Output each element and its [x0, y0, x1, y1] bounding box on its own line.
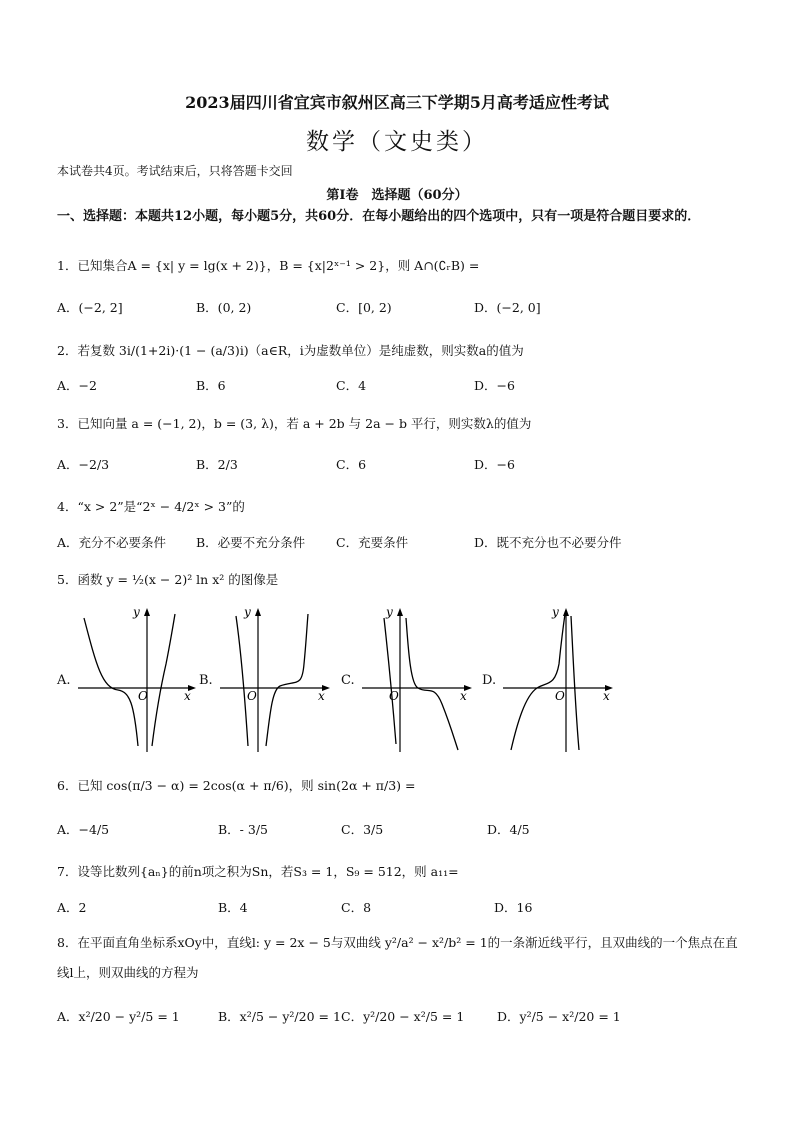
q3-option-a[interactable]: A．−2/3: [57, 457, 110, 472]
exam-subtitle: 数学（文史类）: [306, 129, 488, 155]
q5c-x-label: x: [460, 689, 467, 703]
question-1-stem: 1．已知集合A = {x| y = lg(x + 2)}，B = {x|2ˣ⁻¹ > 2}，则 A∩(∁ᵣB) =: [57, 258, 480, 273]
q4-option-a[interactable]: A．充分不必要条件: [57, 535, 167, 550]
q4-option-b[interactable]: B．必要不充分条件: [196, 535, 306, 550]
q2-option-a[interactable]: A．−2: [57, 378, 97, 393]
q2-option-c[interactable]: C．4: [336, 378, 367, 393]
section-heading: 一、选择题：本题共12小题，每小题5分，共60分．在每小题给出的四个选项中，只有一项是符合题目要求的．: [57, 209, 701, 224]
question-2-stem: 2．若复数 3i/(1+2i)·(1 − (a/3)i)（a∈R，i为虚数单位）是纯虚数，则实数a的值为: [57, 343, 524, 358]
q6-option-c[interactable]: C．3/5: [341, 822, 384, 837]
q8-option-d[interactable]: D．y²/5 − x²/20 = 1: [497, 1009, 621, 1024]
q7-option-b[interactable]: B．4: [218, 900, 248, 915]
q5d-origin-label: O: [555, 689, 565, 703]
q5a-y-label: y: [133, 605, 140, 619]
question-3-stem: 3．已知向量 a = (−1, 2)，b = (3, λ)，若 a + 2b 与 2a − b 平行，则实数λ的值为: [57, 416, 532, 431]
question-8-stem: 8．在平面直角坐标系xOy中，直线l: y = 2x − 5与双曲线 y²/a² − x²/b² = 1的一条渐近线平行，且双曲线的一个焦点在直线l上，则双曲线的方程为: [57, 935, 738, 980]
q7-option-c[interactable]: C．8: [341, 900, 372, 915]
question-7-stem: 7．设等比数列{aₙ}的前n项之积为Sn，若S₃ = 1，S₉ = 512，则 a₁₁=: [57, 864, 459, 879]
q1-option-a[interactable]: A．(−2, 2]: [57, 300, 123, 315]
q5-option-d-label[interactable]: D.: [482, 673, 497, 688]
q8-option-a[interactable]: A．x²/20 − y²/5 = 1: [57, 1009, 180, 1024]
q5d-x-label: x: [603, 689, 610, 703]
q5-graph-c[interactable]: [358, 604, 483, 754]
exam-note: 本试卷共4页。考试结束后，只将答题卡交回: [57, 164, 293, 178]
q1-option-c[interactable]: C．[0, 2): [336, 300, 392, 315]
q5b-origin-label: O: [247, 689, 257, 703]
q3-option-c[interactable]: C．6: [336, 457, 367, 472]
question-5-stem: 5．函数 y = ½(x − 2)² ln x² 的图像是: [57, 572, 279, 587]
q5a-x-label: x: [184, 689, 191, 703]
q2-option-d[interactable]: D．−6: [474, 378, 515, 393]
q7-option-a[interactable]: A．2: [57, 900, 87, 915]
question-6-stem: 6．已知 cos(π/3 − α) = 2cos(α + π/6)，则 sin(2α + π/3) =: [57, 778, 416, 793]
q6-option-a[interactable]: A．−4/5: [57, 822, 110, 837]
q3-option-b[interactable]: B．2/3: [196, 457, 238, 472]
q4-option-c[interactable]: C．充要条件: [336, 535, 409, 550]
volume-heading: 第I卷 选择题（60分）: [326, 188, 468, 203]
q6-option-b[interactable]: B．- 3/5: [218, 822, 269, 837]
q5-option-c-label[interactable]: C.: [341, 673, 355, 688]
q5c-y-label: y: [386, 605, 393, 619]
q7-option-d[interactable]: D．16: [494, 900, 533, 915]
q5-graph-a[interactable]: [74, 604, 199, 754]
q8-option-b[interactable]: B．x²/5 − y²/20 = 1: [218, 1009, 341, 1024]
q1-option-b[interactable]: B．(0, 2): [196, 300, 252, 315]
q5-graph-d[interactable]: [499, 604, 624, 754]
q1-option-d[interactable]: D．(−2, 0]: [474, 300, 541, 315]
q5-option-b-label[interactable]: B.: [199, 673, 213, 688]
q2-option-b[interactable]: B．6: [196, 378, 226, 393]
q8-option-c[interactable]: C．y²/20 − x²/5 = 1: [341, 1009, 465, 1024]
q5b-y-label: y: [244, 605, 251, 619]
q4-option-d[interactable]: D．既不充分也不必要分件: [474, 535, 622, 550]
q5-option-a-label[interactable]: A.: [57, 673, 71, 688]
q5-graph-b[interactable]: [216, 604, 341, 754]
q5c-origin-label: O: [389, 689, 399, 703]
q6-option-d[interactable]: D．4/5: [487, 822, 530, 837]
q5b-x-label: x: [318, 689, 325, 703]
exam-title: 2023届四川省宜宾市叙州区高三下学期5月高考适应性考试: [185, 93, 609, 112]
q5d-y-label: y: [552, 605, 559, 619]
q5a-origin-label: O: [138, 689, 148, 703]
question-4-stem: 4．“x > 2”是“2ˣ − 4/2ˣ > 3”的: [57, 499, 245, 514]
q3-option-d[interactable]: D．−6: [474, 457, 515, 472]
